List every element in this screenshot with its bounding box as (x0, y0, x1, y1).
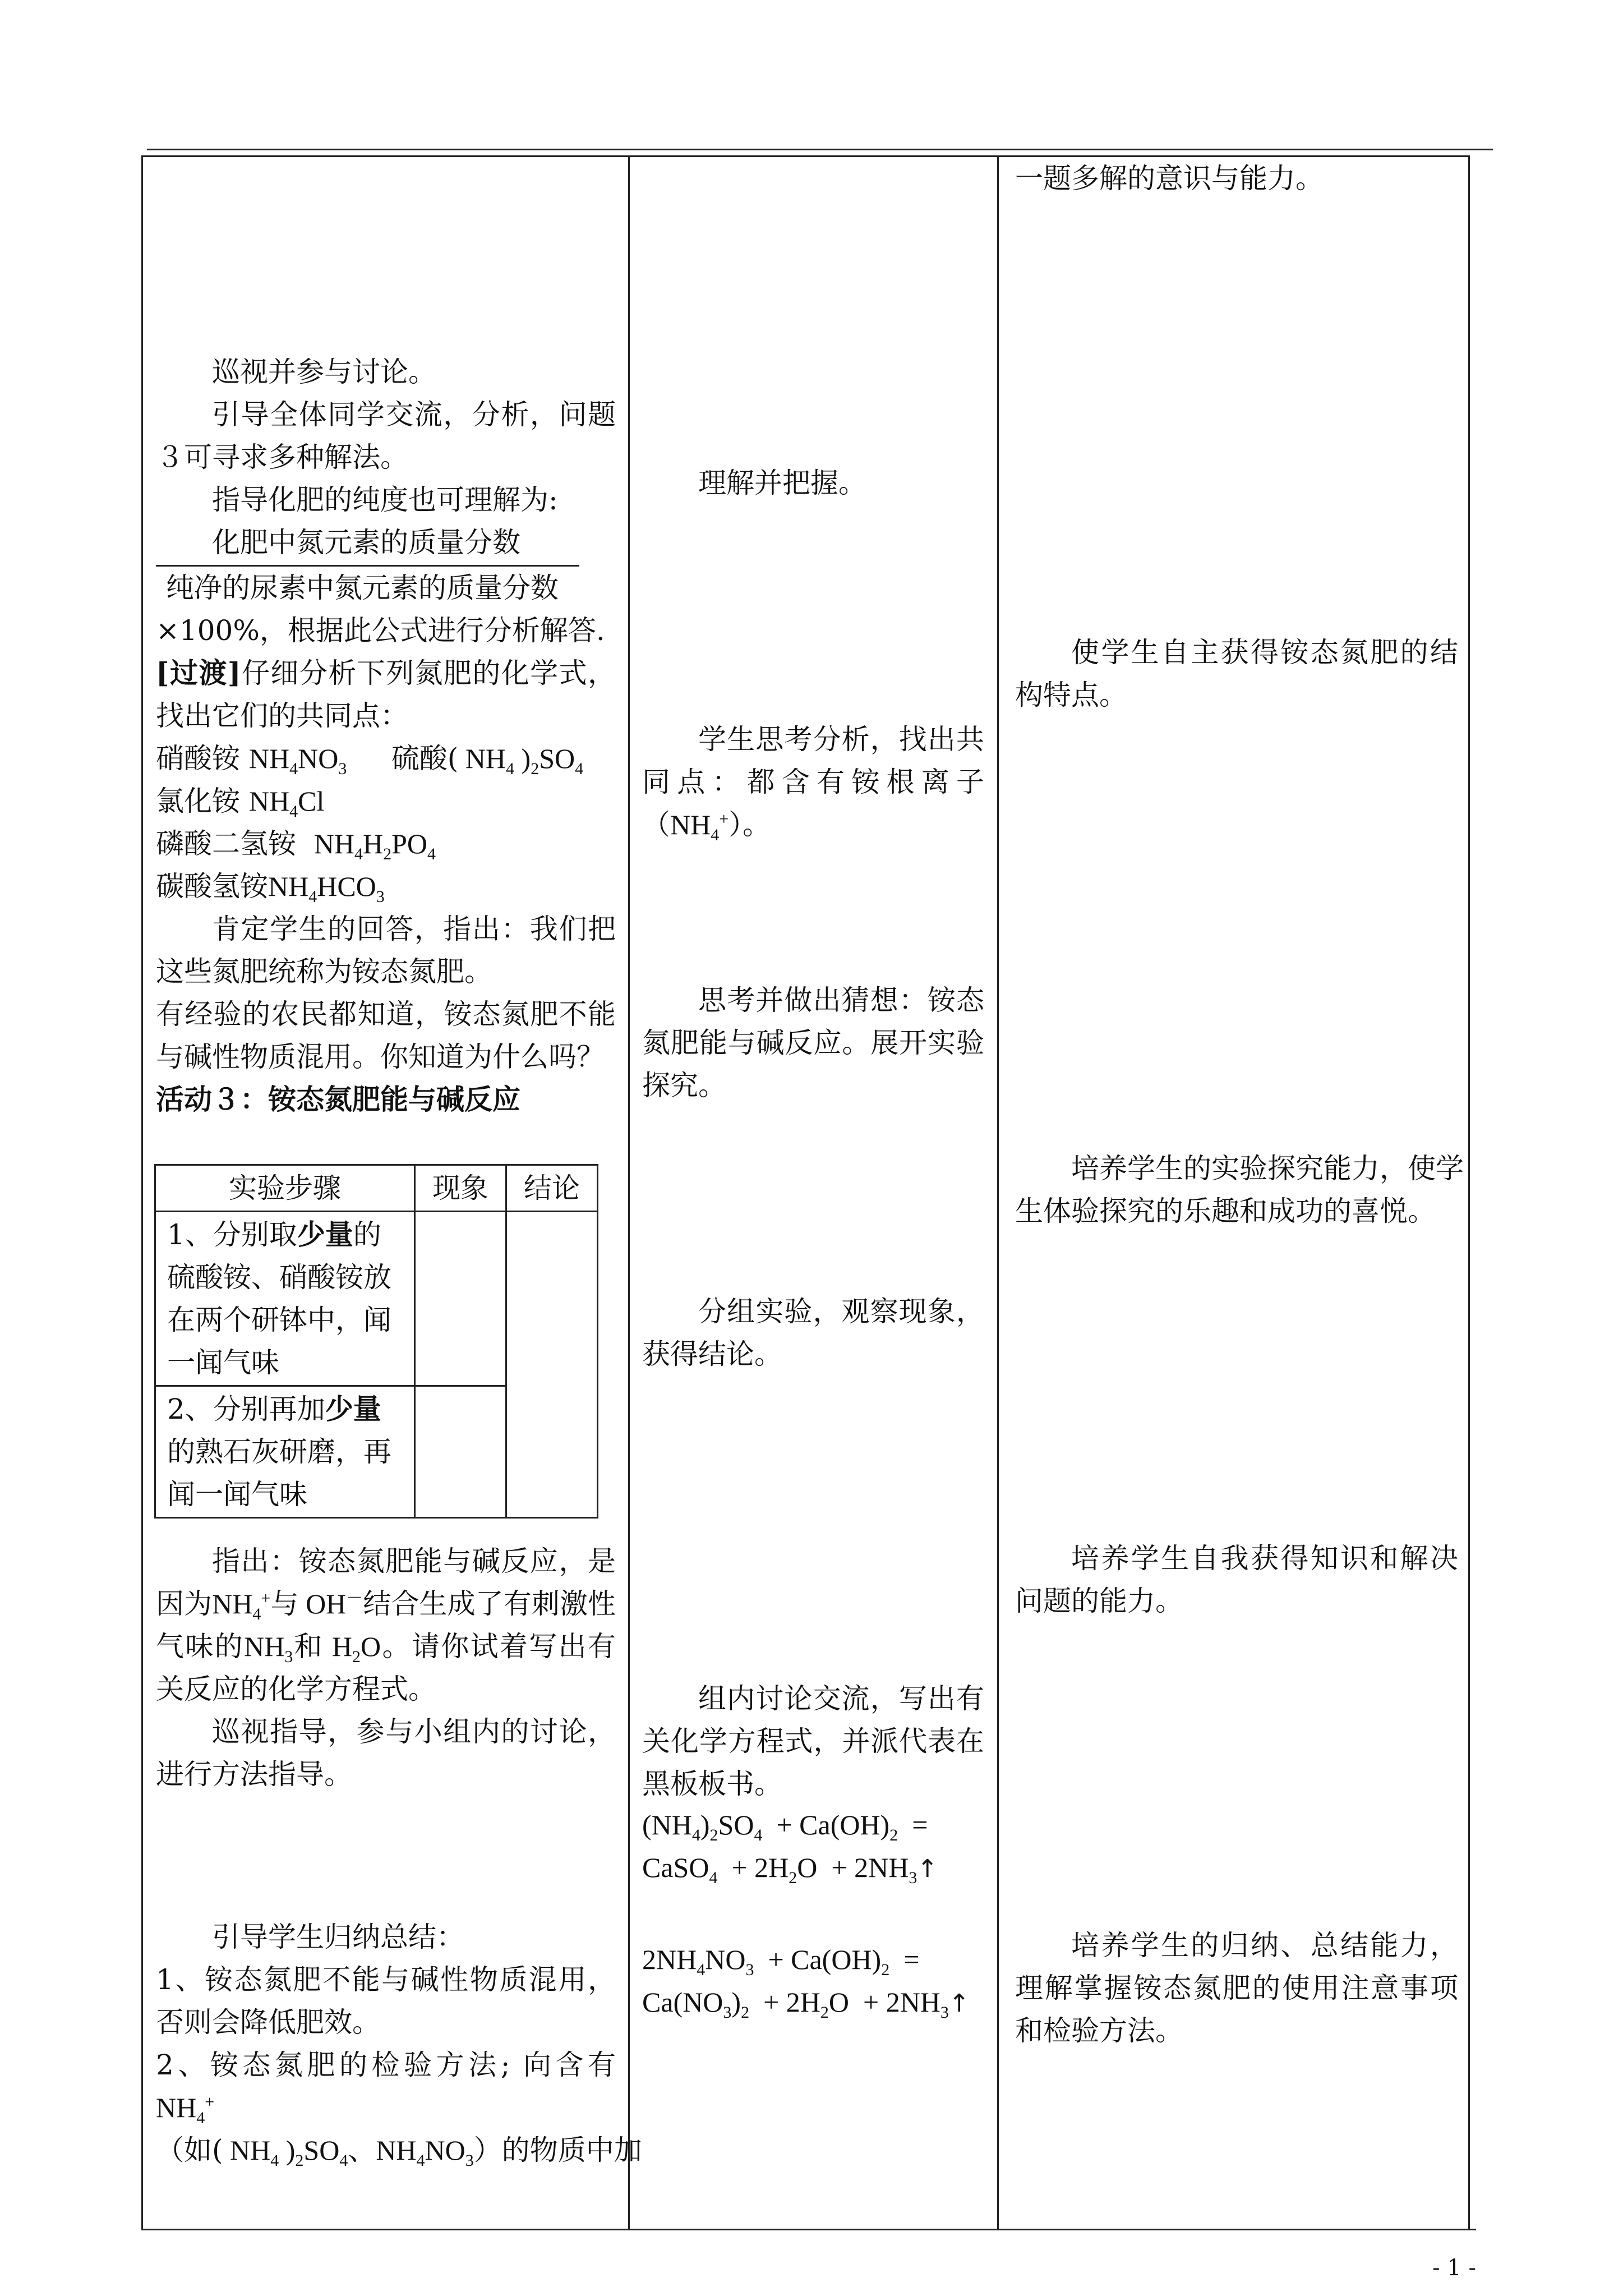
teacher-block-3: 引导学生归纳总结： 1、铵态氮肥不能与碱性物质混用，否则会降低肥效。 2、铵态氮肥的检验方法; 向含有 $NH_4^+$ （如( $NH_4$ )$_2SO_4$、$NH_4NO_3$）的物质中加 (156, 1921, 642, 2170)
goal-4: 培养学生自我获得知识和解决问题的能力。 (1015, 1542, 1458, 1617)
student-1: 理解并把握。 (698, 467, 866, 499)
student-4: 分组实验，观察现象，获得结论。 (642, 1295, 984, 1370)
activity-title: 活动３：铵态氮肥能与碱反应 (156, 1083, 520, 1116)
salt-line-3: 磷酸二氢铵 $NH_4H_2PO_4$ (156, 827, 436, 863)
table-divider-1 (628, 155, 630, 2229)
goal-5: 培养学生的归纳、总结能力，理解掌握铵态氮肥的使用注意事项和检验方法。 (1015, 1929, 1458, 2047)
table-divider-2 (997, 155, 999, 2229)
goal-2: 使学生自主获得铵态氮肥的结构特点。 (1015, 636, 1458, 711)
salt-line-4: 碳酸氢铵$NH_4HCO_3$ (156, 870, 385, 906)
teacher-block-2: 指出：铵态氮肥能与碱反应，是因为$NH_4^+$与 OH－结合生成了有刺激性气味的$NH_3$和 $H_2O$。请你试着写出有关反应的化学方程式。 巡视指导，参与小组内的讨论，进行方法指导。 (156, 1545, 616, 1791)
goal-3: 培养学生的实验探究能力，使学生体验探究的乐趣和成功的喜悦。 (1015, 1152, 1464, 1227)
salt-line-1: 硝酸铵 $NH_4NO_3$ 硫酸( $NH_4$ )$_2SO_4$ (156, 742, 584, 778)
teacher-block-1: 巡视并参与讨论。 引导全体同学交流，分析，问题３可寻求多种解法。 指导化肥的纯度也可理解为: 化肥中氮元素的质量分数 纯净的尿素中氮元素的质量分数 ×100%，根据此公式进行分析解答. [过渡]仔细分析下列氮肥的化学式，找出它们的共同点： 硝酸铵 $NH_4NO_3$ 硫酸( $NH_4$ )$_2SO_4$ 氯化铵 $NH_4Cl$ 磷酸二氢铵 $NH_4H_2PO_4$ 碳酸氢铵$NH_4HCO_3$ 肯定学生的回答，指出：我们把这些氮肥统称为铵态氮肥。 有经验的农民都知道，铵态氮肥不能与碱性物质混用。你知道为什么吗？ 活动３：铵态氮肥能与碱反应 (156, 351, 616, 1121)
step-1: 1、分别取少量的硫酸铵、硝酸铵放在两个研钵中，闻一闻气味 (155, 1212, 415, 1386)
header-step: 实验步骤 (155, 1165, 415, 1212)
header-conclusion: 结论 (506, 1165, 598, 1212)
phenomenon-2 (415, 1386, 506, 1518)
conclusion-cell (506, 1212, 598, 1518)
student-3: 思考并做出猜想：铵态氮肥能与碱反应。展开实验探究。 (642, 984, 984, 1102)
fraction-denominator: 纯净的尿素中氮元素的质量分数 (166, 572, 559, 604)
equation-2: $2NH_4NO_3 + Ca(OH)_2$ = $Ca(NO_3)_2 + 2H_2O$ + $2NH_3↑$ (642, 1944, 970, 2022)
student-2: 学生思考分析，找出共同点：都含有铵根离子$(NH_4^+)$。 (642, 723, 984, 844)
header-rule (147, 149, 1493, 150)
table-border-bottom (141, 2229, 1476, 2230)
equation-1: $(NH_4)_2SO_4 + Ca(OH)_2$ = CaSO$_4$ + $2H_2O$ + $2NH_3↑$ (642, 1809, 938, 1887)
student-5: 组内讨论交流，写出有关化学方程式，并派代表在黑板板书。 (642, 1682, 984, 1800)
fraction-numerator: 化肥中氮元素的质量分数 (212, 526, 520, 559)
table-border-right (1468, 155, 1470, 2229)
goal-1: 一题多解的意识与能力。 (1015, 162, 1324, 195)
experiment-table (154, 1164, 598, 1519)
step-2: 2、分别再加少量的熟石灰研磨，再闻一闻气味 (155, 1386, 415, 1518)
phenomenon-1 (415, 1212, 506, 1386)
page-number: - 1 - (1432, 2255, 1476, 2281)
salt-line-2: 氯化铵 $NH_4Cl$ (156, 785, 325, 821)
table-border-left (141, 155, 143, 2229)
header-phenomenon: 现象 (415, 1165, 506, 1212)
